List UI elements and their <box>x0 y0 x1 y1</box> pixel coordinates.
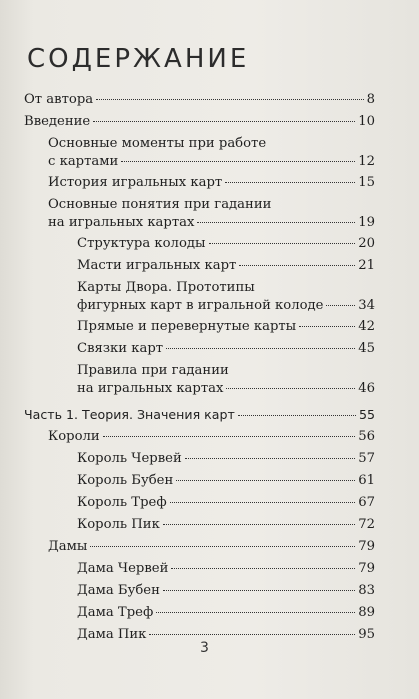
toc-entry-line <box>48 153 375 171</box>
toc-entry-title: Король Пик <box>77 517 160 532</box>
dot-leader <box>225 182 355 183</box>
dot-leader <box>239 265 355 266</box>
toc-entry-title: Введение <box>24 114 91 129</box>
toc-entry-title: Масти игральных карт <box>77 258 237 273</box>
dot-leader <box>163 590 355 591</box>
page-heading: СОДЕРЖАНИЕ <box>27 44 250 74</box>
toc-entry <box>48 196 375 232</box>
toc-page-number: 67 <box>358 495 375 510</box>
toc-page-number: 61 <box>358 473 375 488</box>
toc-page-number: 83 <box>358 583 375 598</box>
toc-entry <box>24 91 375 109</box>
toc-entry-title: Дама Пик <box>77 627 147 642</box>
toc-entry-line <box>77 450 375 468</box>
toc-entry-line <box>77 560 375 578</box>
dot-leader <box>226 388 355 389</box>
toc-page-number: 15 <box>358 175 375 190</box>
toc-entry-line <box>24 91 375 109</box>
dot-leader <box>299 326 355 327</box>
toc-entry-title: Дама Треф <box>77 605 154 620</box>
toc-entry-title: Дама Бубен <box>77 583 160 598</box>
toc-entry-title: От автора <box>24 92 94 107</box>
toc-page-number: 46 <box>358 381 375 396</box>
toc-entry <box>77 340 375 358</box>
toc-entry-line <box>77 279 375 297</box>
toc-entry-title: Карты Двора. Прототипы <box>77 280 255 295</box>
toc-entry <box>77 494 375 512</box>
toc-entry-line <box>77 257 375 275</box>
toc-page-number: 10 <box>358 114 375 129</box>
toc-entry-line <box>77 582 375 600</box>
toc-page-number: 19 <box>358 215 375 230</box>
dot-leader <box>149 634 355 635</box>
dot-leader <box>90 546 355 547</box>
toc-entry-title: на игральных картах <box>48 215 195 230</box>
toc-entry <box>77 560 375 578</box>
dot-leader <box>197 222 355 223</box>
toc-entry <box>77 235 375 253</box>
toc-entry <box>77 362 375 398</box>
dot-leader <box>185 458 355 459</box>
dot-leader <box>238 415 356 416</box>
dot-leader <box>93 121 355 122</box>
toc-entry <box>77 279 375 315</box>
toc-entry-line <box>48 214 375 232</box>
toc-entry-line <box>77 340 375 358</box>
dot-leader <box>170 502 356 503</box>
toc-entry-title: Король Червей <box>77 451 182 466</box>
toc-entry-line <box>77 472 375 490</box>
toc-entry <box>48 135 375 171</box>
toc-entry <box>77 516 375 534</box>
toc-entry-title: Король Треф <box>77 495 167 510</box>
toc-entry-line <box>48 196 375 214</box>
toc-entry-line <box>77 297 375 315</box>
toc-page-number: 72 <box>358 517 375 532</box>
toc-entry-title: Основные моменты при работе <box>48 136 267 151</box>
toc-entry-line <box>77 380 375 398</box>
toc-entry-line <box>48 174 375 192</box>
dot-leader <box>326 305 355 306</box>
toc-entry-line <box>77 604 375 622</box>
toc-entry <box>77 626 375 644</box>
toc-entry-title: Дамы <box>48 539 88 554</box>
page-number: 3 <box>200 640 209 656</box>
toc-page-number: 79 <box>358 539 375 554</box>
toc-page-number: 57 <box>358 451 375 466</box>
toc-entry-line <box>77 235 375 253</box>
toc-entry-title: фигурных карт в игральной колоде <box>77 298 324 313</box>
toc-page-number: 56 <box>358 429 375 444</box>
toc-entry <box>77 472 375 490</box>
toc-entry-title: Короли <box>48 429 100 444</box>
toc-entry-line <box>77 516 375 534</box>
toc-page-number: 42 <box>358 319 375 334</box>
dot-leader <box>209 243 356 244</box>
toc-entry-title: с картами <box>48 154 119 169</box>
toc-entry-title: Правила при гадании <box>77 363 229 378</box>
toc-page-number: 79 <box>358 561 375 576</box>
dot-leader <box>96 99 363 100</box>
toc-entry-title: на игральных картах <box>77 381 224 396</box>
toc-entry-title: Связки карт <box>77 341 164 356</box>
toc-entry-title: Часть 1. Теория. Значения карт <box>24 407 235 422</box>
toc-page-number: 95 <box>358 627 375 642</box>
toc-entry-title: История игральных карт <box>48 175 223 190</box>
toc-entry-title: Дама Червей <box>77 561 169 576</box>
toc-page-number: 34 <box>358 298 375 313</box>
toc-page-number: 89 <box>358 605 375 620</box>
toc-entry <box>48 538 375 556</box>
toc-entry-line <box>48 428 375 446</box>
toc-entry <box>48 174 375 192</box>
dot-leader <box>103 436 356 437</box>
dot-leader <box>166 348 355 349</box>
toc-entry-title: Структура колоды <box>77 236 206 251</box>
toc-entry <box>77 604 375 622</box>
toc-entry-line <box>77 494 375 512</box>
dot-leader <box>163 524 355 525</box>
toc-entry-title: Прямые и перевернутые карты <box>77 319 297 334</box>
toc-entry-title: Основные понятия при гадании <box>48 197 272 212</box>
toc-entry-line <box>24 113 375 131</box>
dot-leader <box>171 568 355 569</box>
toc-entry-line <box>77 318 375 336</box>
toc-entry <box>77 582 375 600</box>
toc-entry-title: Король Бубен <box>77 473 174 488</box>
toc-entry-line <box>77 362 375 380</box>
toc-page-number: 21 <box>358 258 375 273</box>
toc-page-number: 12 <box>358 154 375 169</box>
toc-page-number: 20 <box>358 236 375 251</box>
toc-page-number: 8 <box>366 92 375 107</box>
dot-leader <box>156 612 355 613</box>
toc-entry <box>77 257 375 275</box>
toc-entry-line <box>24 406 375 424</box>
toc-entry <box>77 318 375 336</box>
toc-entry <box>24 113 375 131</box>
toc-entry-line <box>48 135 375 153</box>
dot-leader <box>176 480 355 481</box>
toc-page-number: 55 <box>358 407 375 422</box>
toc-entry <box>48 428 375 446</box>
toc-page-number: 45 <box>358 341 375 356</box>
toc-entry-line <box>48 538 375 556</box>
toc-entry-line <box>77 626 375 644</box>
toc-entry <box>24 406 375 424</box>
toc-entry <box>77 450 375 468</box>
dot-leader <box>121 161 355 162</box>
